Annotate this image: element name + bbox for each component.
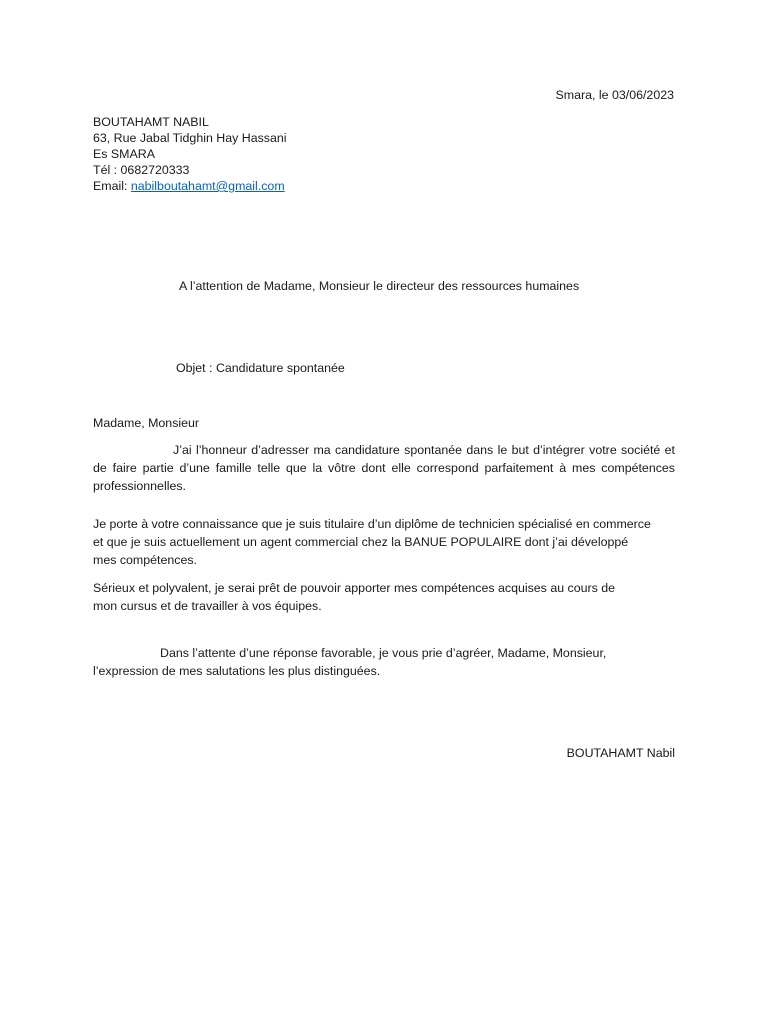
email-link[interactable]: nabilboutahamt@gmail.com <box>130 179 285 193</box>
sender-name: BOUTAHAMT NABIL <box>93 115 209 129</box>
paragraph-qualities: Sérieux et polyvalent, je serai prêt de pouvoir apporter mes compétences acquises au cours de mon cursus et de travailler à vos équipes. <box>93 581 616 613</box>
sender-block <box>93 114 287 194</box>
sender-email-line <box>93 178 287 194</box>
sender-address-line-2: Es SMARA <box>93 147 155 161</box>
sender-address-line-1: 63, Rue Jabal Tidghin Hay Hassani <box>93 131 287 145</box>
salutation: Madame, Monsieur <box>93 416 200 430</box>
signature: BOUTAHAMT Nabil <box>566 746 675 760</box>
paragraph-intro: J’ai l’honneur d’adresser ma candidature spontanée dans le but d’intégrer votre société et de faire partie d’une famille telle que la vôtre dont elle correspond parfaitement à mes compétences professionnelles. <box>93 443 675 493</box>
attention-line: A l’attention de Madame, Monsieur le directeur des ressources humaines <box>179 279 580 293</box>
paragraph-qualifications: Je porte à votre connaissance que je suis titulaire d’un diplôme de technicien spécialisé en commerce et que je suis actuellement un agent commercial chez la BANUE POPULAIRE dont j’ai développé mes compétences. <box>93 517 651 567</box>
sender-phone: Tél : 0682720333 <box>93 163 190 177</box>
email-label: Email: <box>93 179 131 193</box>
subject-line: Objet : Candidature spontanée <box>176 361 345 375</box>
paragraph-closing: Dans l’attente d’une réponse favorable, je vous prie d’agréer, Madame, Monsieur, l’expression de mes salutations les plus distinguées. <box>93 646 607 678</box>
date-line: Smara, le 03/06/2023 <box>555 88 674 102</box>
